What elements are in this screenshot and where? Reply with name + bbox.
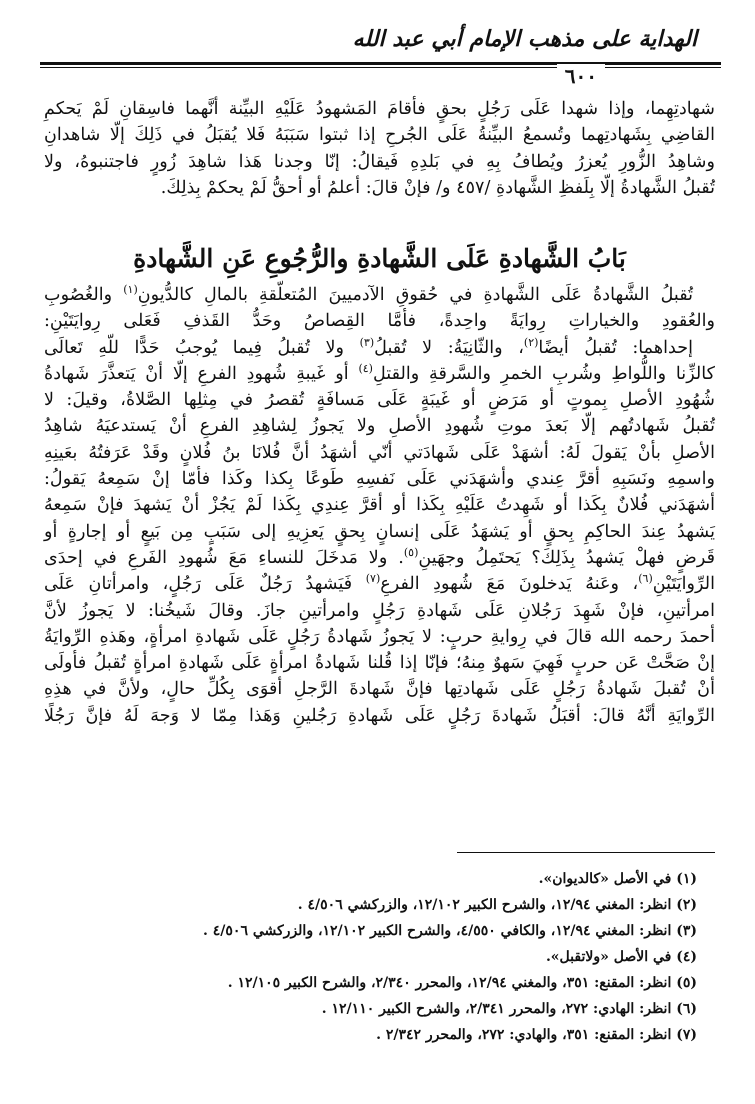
text-line: القاضِي بِشَهادتِهما وتُسمعُ البيِّنةُ عَلَى الجُرحِ إذا ثبتوا سَبَبَهُ فَلا يُقبَلُ في ذَلِكَ إلّا شاهدانِ (44, 125, 715, 146)
text-line: يَشهدُ عِندَ الحاكِمِ بِحقٍ أو يَشهَدُ عَلَى إنسانٍ بِحقٍ يَعزِيهِ إلى سَبَبٍ مِن بَيعٍ أو إجارةٍ أو (44, 521, 715, 542)
text-line: الرِّوايَةِ أنَّهُ قالَ: أقبَلُ شَهادةَ رَجُلٍ عَلَى شَهادةِ رَجُلينِ وَهَذا مِمّا لا وَجهَ لَهُ فإنَّ رَجُلًا (44, 705, 715, 726)
footnote-ref: (٥) (403, 546, 419, 560)
text-line: تُقبلُ الشَّهادةُ إلّا بِلَفظِ الشَّهادةِ /٤٥٧ و/ فإنْ قالَ: أعلمُ أو أحقُّ لَمْ يحكمْ بِذلِكَ. (160, 178, 715, 199)
footnote-ref: (٦) (638, 572, 653, 586)
footnote-ref: (٢) (523, 335, 539, 349)
text-line (44, 335, 715, 361)
text-line: أشهَدَني فُلانٌ بِكَذا أو شَهِدتُ عَلَيْهِ بِكَذا أو أقرَّ عِندِي بِكَذا لَمْ يَجُزْ أنْ يَشهدَ فإنْ سَمِعهُ (44, 495, 715, 516)
text-segment: فَيَشهدُ رَجُلٌ عَلَى رَجُلٍ، وامرأتانِ عَلَى (44, 574, 366, 595)
text-line: وشاهِدُ الزُّورِ يُعزرُ ويُطافُ بِهِ في بَلدِهِ فَيقالُ: إنّا وجدنا هَذا شاهِدَ زُورٍ فاجتنبوهُ، ولا (44, 151, 715, 172)
text-segment: . ولا مَدخَلَ للنساءِ مَعَ شُهودِ الفَرعِ في إحدَى (44, 547, 404, 568)
text-line: شهادتِهِما، وإذا شهدا عَلَى رَجُلٍ بحقٍ فأقامَ المَشهودُ عَلَيْهِ البيِّنة أنَّهما فاسِقانِ لَمْ يَحكمِ (44, 99, 715, 119)
footnote: (٥) انظر: المقنع: ٣٥١، والمغني ١٢/٩٤، والمحرر ٢/٣٤٠، والشرح الكبير ١٢/١٠٥ . (227, 975, 697, 991)
chapter-title: بَابُ الشَّهادةِ عَلَى الشَّهادةِ والرُّجُوعِ عَنِ الشَّهادةِ (133, 244, 626, 273)
text-line: امرأتينِ، فإنْ شَهِدَ رَجُلانِ عَلَى شَهادةِ رَجُلٍ وامرأتينِ جازَ. وقالَ شَيخُنا: لا يَجوزُ لأنَّ (44, 600, 715, 621)
text-segment: إحداهما: تُقبلُ أيضًا (538, 337, 693, 358)
text-segment: قَرضٍ فهلْ يَشهدُ بِذَلِكَ؟ يَحتَمِلُ وجهَينِ (418, 547, 715, 568)
text-line: شُهُودِ الأصلِ بِموتٍ أو مَرَضٍ أو غَيبَةٍ عَلَى مَسافَةٍ تُقصرُ في مِثلِها الصَّلاةُ، وقيلَ: لا (44, 390, 715, 411)
footnote: (٢) انظر: المغني ١٢/٩٤، والشرح الكبير ١٢/١٠٢، والزركشي ٤/٥٠٦ . (297, 897, 697, 913)
text-segment: ، وعَنهُ يَدخلونَ مَعَ شُهودِ الفرعِ (380, 574, 639, 595)
text-segment: ، والثّانِيَةُ: لا تُقبلُ (374, 337, 524, 358)
text-line (44, 545, 715, 571)
text-line (44, 282, 715, 308)
text-segment: الرِّوايَتَيْنِ (652, 574, 715, 595)
footnote-ref: (٤) (358, 362, 373, 376)
running-header: الهداية على مذهب الإمام أبي عبد الله (352, 26, 697, 52)
text-line: الأصلِ بأنْ يَقولَ لَهُ: أشهَدْ عَلَى شَهادَتي أنّي أشهَدُ أنَّ فُلانَا بنُ فُلانٍ وقَدْ عَرَفتُهُ بعَينِهِ (44, 442, 715, 463)
text-line: أحمدَ رحمه الله قالَ في رِوايةِ حربٍ: لا يَجوزُ شَهادةُ رَجُلٍ عَلَى شَهادةِ امرأةٍ، وهَذهِ الرِّوايَةُ (44, 626, 715, 647)
footnote: (٧) انظر: المقنع: ٣٥١، والهادي: ٢٧٢، والمحرر ٢/٣٤٢ . (376, 1027, 697, 1043)
header-rule-thin (40, 67, 721, 68)
footnote-separator (457, 852, 715, 853)
text-line: إنْ صَحَّتْ عَن حربٍ فَهِيَ سَهوٌ مِنهُ؛ فإنّا إذا قُلنا شَهادةُ امرأةٍ عَلَى شَهادةِ امرأةٍ تُقبلُ فأولَى (44, 653, 715, 674)
text-line (44, 361, 715, 387)
chapter-body (44, 282, 715, 729)
footnote-ref: (٣) (359, 335, 375, 349)
footnote-ref: (٧) (365, 572, 381, 586)
text-segment: تُقبلُ الشَّهادةُ عَلَى الشَّهادةِ في حُقوقِ الآدميينَ المُتعلّقةِ بالمالِ كالدُّيونِ (137, 285, 694, 305)
footnotes (60, 866, 697, 1048)
text-line: أنْ تُقبلَ شَهادةُ رَجُلٍ عَلَى شَهادتِها فإنَّ شَهادةَ الرَّجلِ أقوَى بِكُلِّ حالٍ، ولأنَّ في هذِهِ (44, 679, 715, 700)
header-rule (40, 62, 721, 65)
footnote: (٤) في الأصل «ولاتقبل». (545, 949, 697, 965)
footnote: (٦) انظر: الهادي: ٢٧٢، والمحرر ٢/٣٤١، والشرح الكبير ١٢/١١٠ . (321, 1001, 697, 1017)
footnote: (٣) انظر: المغني ١٢/٩٤، والكافي ٤/٥٥٠، والشرح الكبير ١٢/١٠٢، والزركشي ٤/٥٠٦ . (203, 923, 697, 939)
text-segment: كالزِّنا واللُّواطِ وشُربِ الخمرِ والسَّرقةِ والقتلِ (372, 363, 715, 384)
text-line: واسمِهِ ونَسَبِهِ أقرَّ عِندي وأشهَدَني عَلَى نَفسِهِ طَوعًا بِكذا وكَذا فأمّا إنْ سَمِعهُ يَقولُ: (44, 469, 715, 490)
text-line: والعُقودِ والخياراتِ رِوايَةً واحِدةً، فأمَّا القِصاصُ وحَدُّ القَذفِ فَعَلى رِوايَتَيْنِ: (44, 311, 715, 332)
text-segment: أو غَيبةِ شُهودِ الفرعِ إلّا أنْ يَتعذَّرَ شَهادةُ (44, 363, 359, 384)
text-line: تُقبلُ شَهادتُهم إلّا بَعدَ موتِ شُهودِ الأصلِ ولا يَجوزُ لِشاهِدِ الفرعِ أنْ يَستدعيَهُ شاهِدُ (44, 416, 715, 437)
footnote: (١) في الأصل «كالديوان». (538, 871, 697, 887)
text-segment: ولا تُقبلُ فِيما يُوجبُ حَدًّا للّهِ تَعالَى (44, 337, 360, 358)
footnote-ref: (١) (123, 283, 138, 297)
intro-paragraph (44, 96, 715, 202)
page-number: ٦٠٠ (557, 64, 605, 88)
text-line (44, 571, 715, 597)
text-segment: والغُصُوبِ (44, 285, 124, 305)
